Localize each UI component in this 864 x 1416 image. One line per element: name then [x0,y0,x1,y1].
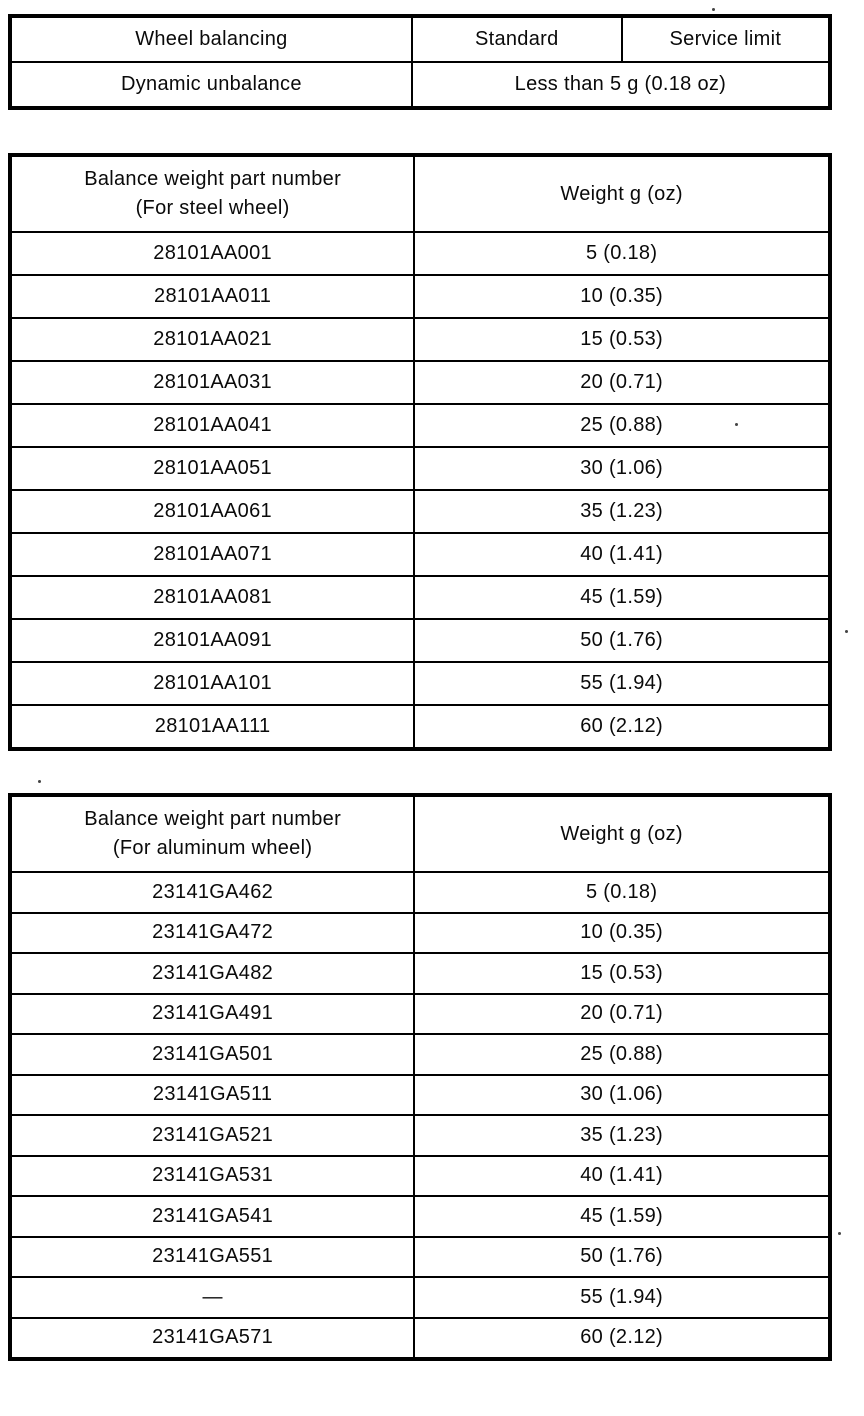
table-row [10,361,830,404]
weight-cell: 25 (0.88) [414,1034,830,1075]
weight-cell: 40 (1.41) [414,1156,830,1197]
table-header-row [10,795,830,872]
weight-cell: 5 (0.18) [414,872,830,913]
part-number-cell: 28101AA101 [10,662,414,705]
weight-cell: 10 (0.35) [414,275,830,318]
table-row [10,447,830,490]
part-number-cell: 28101AA051 [10,447,414,490]
table-row [10,662,830,705]
part-number-cell: 23141GA501 [10,1034,414,1075]
part-number-cell: 28101AA091 [10,619,414,662]
weight-cell: 60 (2.12) [414,1318,830,1360]
part-number-cell: 23141GA511 [10,1075,414,1116]
weight-cell: 50 (1.76) [414,1237,830,1278]
part-number-cell: 28101AA031 [10,361,414,404]
part-number-header-line2: (For steel wheel) [135,197,290,219]
part-number-cell: — [10,1277,414,1318]
weight-cell: 10 (0.35) [414,913,830,954]
table-row [10,533,830,576]
table-row [10,994,830,1035]
part-number-cell: 28101AA041 [10,404,414,447]
table-row [10,705,830,749]
weight-cell: 55 (1.94) [414,662,830,705]
part-number-header-line1: Balance weight part number [84,808,342,830]
table-row [10,619,830,662]
steel-wheel-weight-table [8,153,832,751]
aluminum-wheel-weight-table [8,793,832,1361]
part-number-cell: 23141GA462 [10,872,414,913]
standard-header-cell: Standard [412,16,622,62]
steel-weight-header-cell: Weight g (oz) [414,155,830,232]
weight-cell: 35 (1.23) [414,1115,830,1156]
weight-cell: 60 (2.12) [414,705,830,749]
weight-cell: 30 (1.06) [414,447,830,490]
table-row [10,318,830,361]
part-number-cell: 23141GA472 [10,913,414,954]
weight-cell: 45 (1.59) [414,576,830,619]
part-number-cell: 28101AA071 [10,533,414,576]
table-row [10,1237,830,1278]
service-limit-header-cell: Service limit [622,16,830,62]
scan-artifact-dot [845,630,848,633]
table-row [10,1156,830,1197]
scan-artifact-dot [735,423,738,426]
table-row [10,1318,830,1360]
wheel-balancing-header-cell: Wheel balancing [10,16,412,62]
weight-cell: 40 (1.41) [414,533,830,576]
weight-cell: 15 (0.53) [414,318,830,361]
part-number-header-line2: (For aluminum wheel) [112,837,313,859]
aluminum-part-number-header-cell [10,795,414,872]
weight-cell: 55 (1.94) [414,1277,830,1318]
weight-cell: 30 (1.06) [414,1075,830,1116]
scan-artifact-dot [838,1232,841,1235]
weight-cell: 50 (1.76) [414,619,830,662]
part-number-cell: 23141GA482 [10,953,414,994]
weight-cell: 45 (1.59) [414,1196,830,1237]
scan-artifact-dot [38,780,41,783]
table-row [10,275,830,318]
aluminum-table-body [10,872,830,1359]
table-row [10,1196,830,1237]
table-header-row [10,16,830,62]
part-number-cell: 28101AA001 [10,232,414,275]
part-number-cell: 28101AA021 [10,318,414,361]
weight-cell: 35 (1.23) [414,490,830,533]
aluminum-weight-header-cell: Weight g (oz) [414,795,830,872]
table-row [10,62,830,108]
weight-cell: 5 (0.18) [414,232,830,275]
table-row [10,1034,830,1075]
table-row [10,953,830,994]
weight-cell: 25 (0.88) [414,404,830,447]
part-number-cell: 28101AA011 [10,275,414,318]
part-number-cell: 28101AA061 [10,490,414,533]
table-row [10,1075,830,1116]
table-row [10,404,830,447]
part-number-cell: 28101AA081 [10,576,414,619]
dynamic-unbalance-value-cell: Less than 5 g (0.18 oz) [412,62,830,108]
table-row [10,872,830,913]
steel-part-number-header-cell [10,155,414,232]
table-row [10,576,830,619]
table-row [10,913,830,954]
steel-table-body [10,232,830,749]
part-number-cell: 23141GA531 [10,1156,414,1197]
part-number-header-line1: Balance weight part number [84,168,342,190]
table-row [10,1115,830,1156]
part-number-cell: 28101AA111 [10,705,414,749]
table-header-row [10,155,830,232]
part-number-cell: 23141GA521 [10,1115,414,1156]
wheel-balancing-table [8,14,832,110]
part-number-cell: 23141GA571 [10,1318,414,1360]
dynamic-unbalance-label-cell: Dynamic unbalance [10,62,412,108]
table-row [10,490,830,533]
scanned-page [8,0,832,1361]
part-number-cell: 23141GA551 [10,1237,414,1278]
table-row [10,1277,830,1318]
weight-cell: 20 (0.71) [414,994,830,1035]
weight-cell: 20 (0.71) [414,361,830,404]
part-number-cell: 23141GA541 [10,1196,414,1237]
scan-artifact-dot [712,8,715,11]
part-number-cell: 23141GA491 [10,994,414,1035]
table-row [10,232,830,275]
weight-cell: 15 (0.53) [414,953,830,994]
